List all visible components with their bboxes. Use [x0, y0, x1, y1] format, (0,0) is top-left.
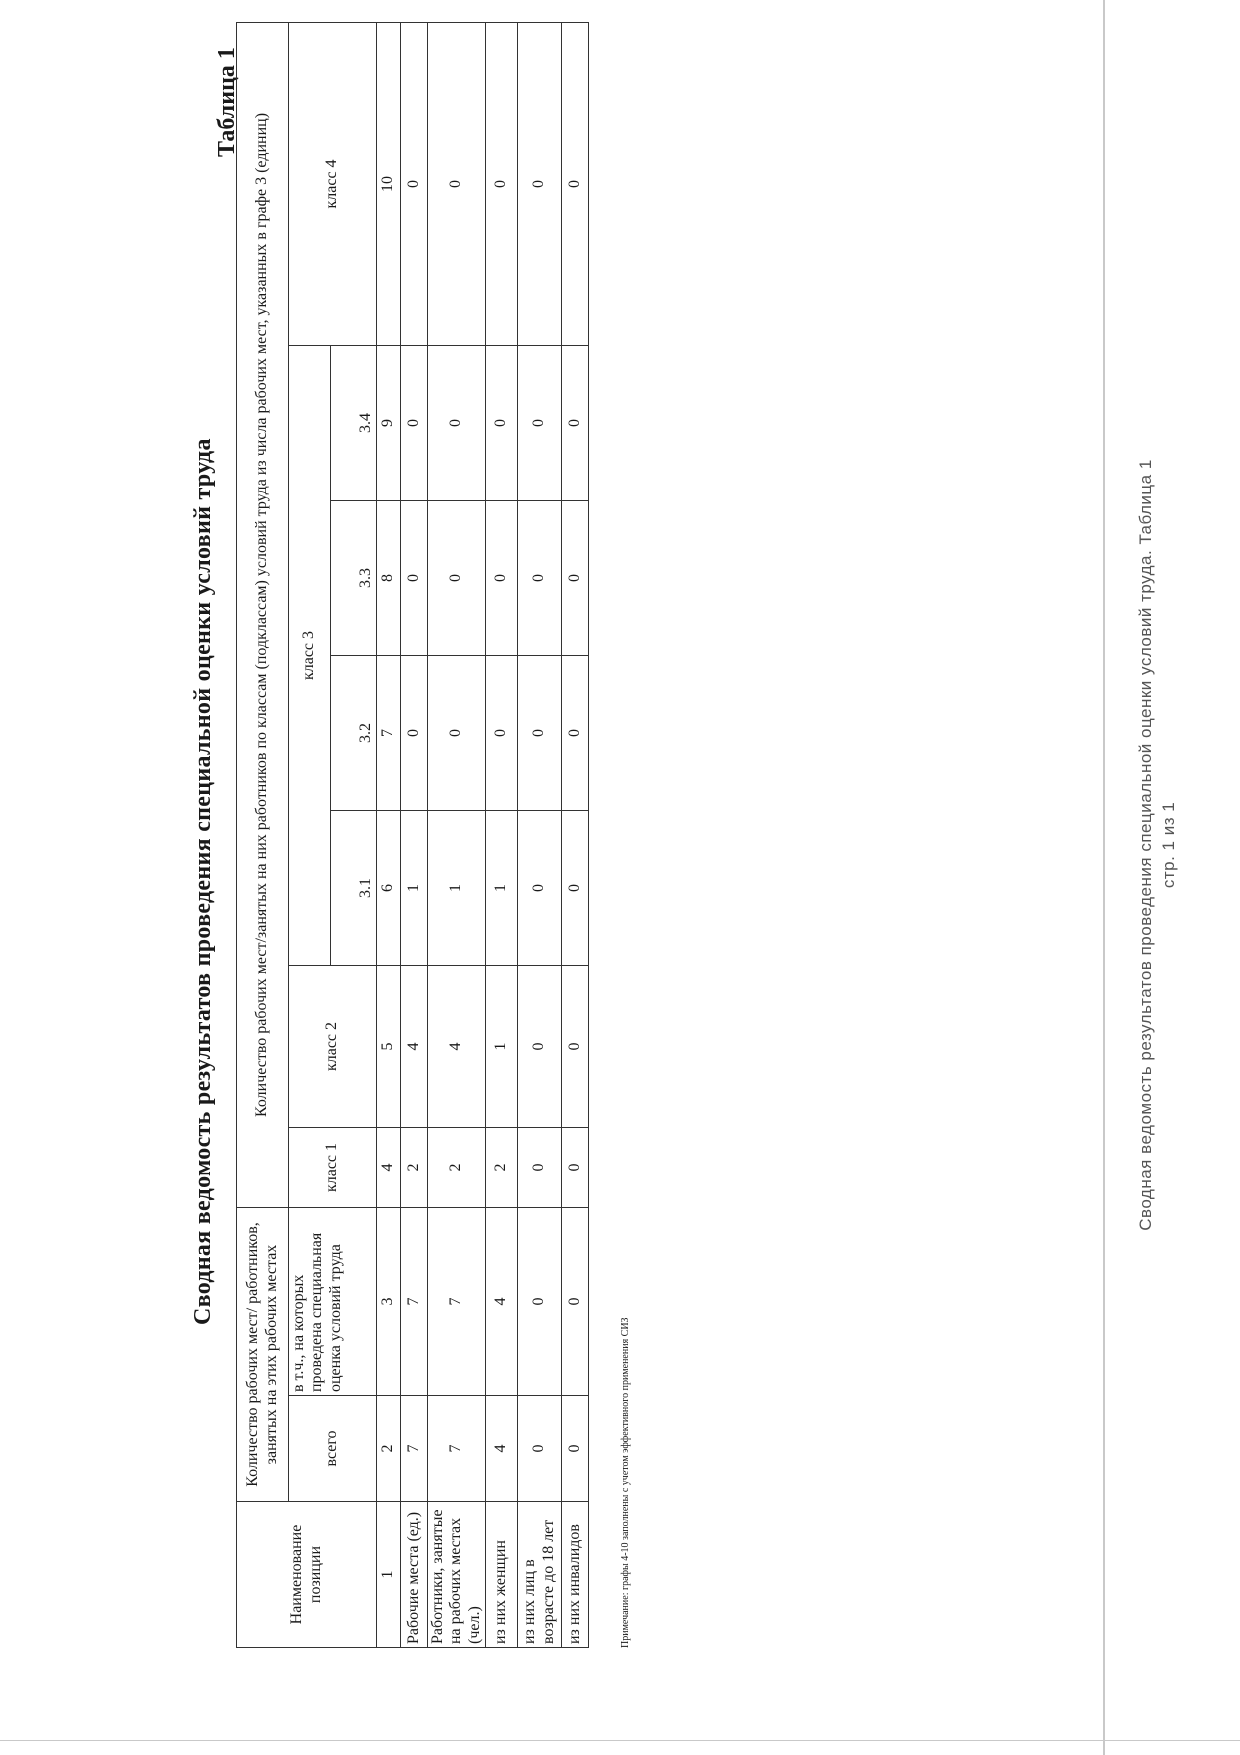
cell-value: 0 [428, 22, 486, 345]
table-row [428, 22, 486, 1647]
table-row [562, 22, 589, 1647]
cell-value: 0 [518, 346, 562, 501]
cell-value: 0 [428, 346, 486, 501]
table-note: Примечание: графы 4-10 заполнены с учетом эффективного применения СИЗ [620, 1317, 631, 1648]
header-total: всего [289, 1396, 377, 1502]
table-row [401, 22, 428, 1647]
footer-page-number: стр. 1 из 1 [1158, 801, 1178, 889]
header-assessed: в т.ч., на которых проведена специальная оценка условий труда [289, 1208, 377, 1396]
cell-value: 0 [486, 501, 518, 656]
cell-value: 1 [486, 966, 518, 1128]
cell-value: 7 [401, 1208, 428, 1396]
cell-value: 1 [428, 811, 486, 966]
cell-value: 2 [401, 1128, 428, 1208]
cell-value: 0 [486, 22, 518, 345]
cell-value: 0 [562, 1208, 589, 1396]
cell-value: 1 [486, 811, 518, 966]
header-workplaces-group: Количество рабочих мест/ работников, занятых на этих рабочих местах [237, 1208, 289, 1502]
cell-value: 0 [518, 966, 562, 1128]
cell-value: 0 [562, 811, 589, 966]
column-number: 7 [377, 656, 401, 811]
cell-value: 0 [401, 501, 428, 656]
cell-value: 4 [401, 966, 428, 1128]
row-label: Рабочие места (ед.) [401, 1502, 428, 1648]
cell-value: 0 [518, 1208, 562, 1396]
summary-table [236, 22, 589, 1648]
cell-value: 0 [562, 501, 589, 656]
document-title: Сводная ведомость результатов проведения специальной оценки условий труда [190, 438, 216, 1325]
cell-value: 7 [428, 1396, 486, 1502]
column-number: 3 [377, 1208, 401, 1396]
cell-value: 0 [428, 501, 486, 656]
row-label: из них инвалидов [562, 1502, 589, 1648]
table-row [486, 22, 518, 1647]
cell-value: 0 [562, 656, 589, 811]
column-number: 10 [377, 22, 401, 345]
header-class-4: класс 4 [289, 22, 377, 345]
column-number: 5 [377, 966, 401, 1128]
header-class-1: класс 1 [289, 1128, 377, 1208]
column-number: 8 [377, 501, 401, 656]
cell-value: 0 [486, 346, 518, 501]
cell-value: 0 [401, 22, 428, 345]
cell-value: 0 [562, 1128, 589, 1208]
header-sub-3-3: 3.3 [331, 501, 377, 656]
header-sub-3-4: 3.4 [331, 346, 377, 501]
cell-value: 2 [486, 1128, 518, 1208]
page-footer [1135, 415, 1181, 1275]
header-classes-group: Количество рабочих мест/занятых на них работников по классам (подклассам) условий труда из числа рабочих мест, указанных в графе 3 (единиц) [237, 22, 289, 1207]
column-numbers-row [377, 22, 401, 1647]
header-position-name: Наименование позиции [237, 1502, 377, 1648]
row-label: из них лиц в возрасте до 18 лет [518, 1502, 562, 1648]
cell-value: 4 [428, 966, 486, 1128]
cell-value: 0 [518, 22, 562, 345]
header-class-2: класс 2 [289, 966, 377, 1128]
cell-value: 4 [486, 1208, 518, 1396]
cell-value: 0 [486, 656, 518, 811]
cell-value: 0 [401, 656, 428, 811]
cell-value: 0 [518, 1396, 562, 1502]
cell-value: 0 [518, 1128, 562, 1208]
table-row [518, 22, 562, 1647]
header-sub-3-1: 3.1 [331, 811, 377, 966]
cell-value: 0 [562, 966, 589, 1128]
column-number: 1 [377, 1502, 401, 1648]
footer-caption: Сводная ведомость результатов проведения специальной оценки условий труда. Таблица 1 [1136, 459, 1155, 1231]
cell-value: 4 [486, 1396, 518, 1502]
cell-value: 7 [401, 1396, 428, 1502]
column-number: 6 [377, 811, 401, 966]
cell-value: 0 [401, 346, 428, 501]
cell-value: 0 [562, 346, 589, 501]
column-number: 9 [377, 346, 401, 501]
header-sub-3-2: 3.2 [331, 656, 377, 811]
table-label: Таблица 1 [214, 47, 240, 157]
row-label: Работники, занятые на рабочих местах (чел.) [428, 1502, 486, 1648]
cell-value: 0 [428, 656, 486, 811]
cell-value: 0 [518, 501, 562, 656]
header-class-3: класс 3 [289, 346, 331, 966]
cell-value: 7 [428, 1208, 486, 1396]
cell-value: 0 [518, 656, 562, 811]
cell-value: 0 [562, 1396, 589, 1502]
cell-value: 1 [401, 811, 428, 966]
column-number: 2 [377, 1396, 401, 1502]
cell-value: 0 [562, 22, 589, 345]
cell-value: 2 [428, 1128, 486, 1208]
cell-value: 0 [518, 811, 562, 966]
column-number: 4 [377, 1128, 401, 1208]
row-label: из них женщин [486, 1502, 518, 1648]
